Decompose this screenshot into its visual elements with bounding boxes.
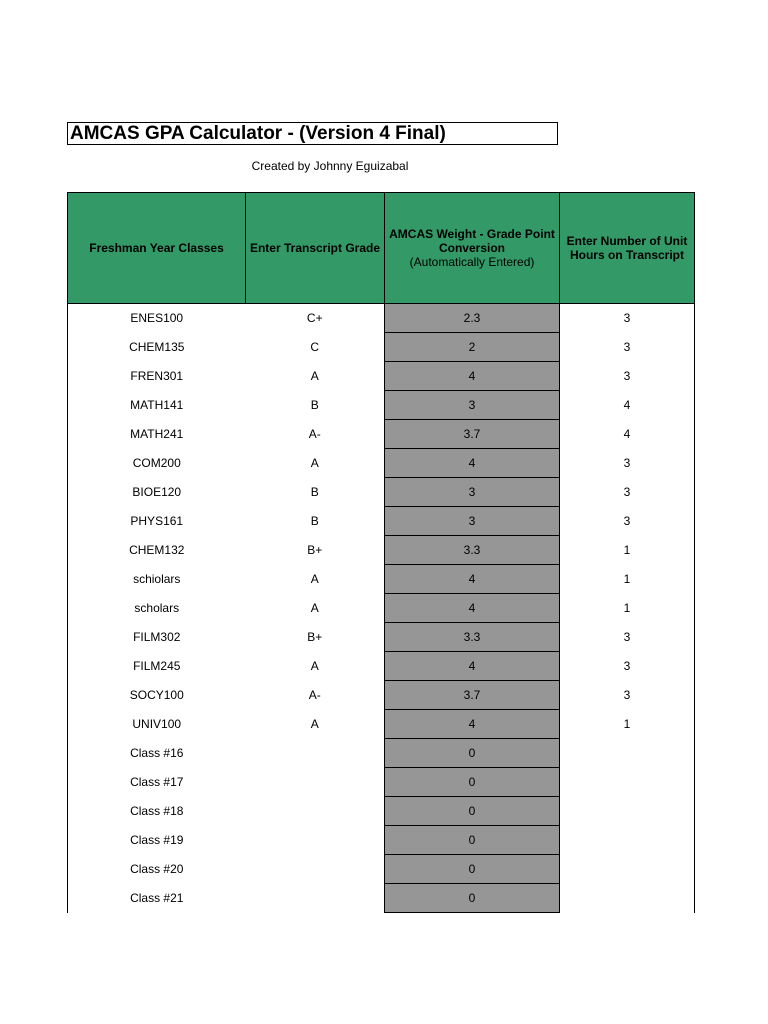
grade-cell[interactable]: A [310, 659, 319, 673]
class-name-cell[interactable]: MATH141 [68, 391, 246, 420]
class-name-cell[interactable]: UNIV100 [68, 710, 246, 739]
class-name-cell[interactable]: Class #17 [68, 768, 246, 797]
table-row [68, 594, 695, 623]
grade-cell[interactable]: C+ [306, 311, 323, 326]
class-name-cell[interactable]: BIOE120 [68, 478, 246, 507]
table-row [68, 681, 695, 710]
grade-cell[interactable]: A [310, 369, 319, 383]
class-name-cell[interactable]: COM200 [68, 449, 246, 478]
class-name-cell[interactable]: Class #16 [68, 739, 246, 768]
header-classes: Freshman Year Classes [68, 193, 246, 304]
table-row [68, 420, 695, 449]
hours-cell[interactable] [560, 739, 695, 768]
hours-cell[interactable]: 4 [560, 420, 695, 449]
grade-cell[interactable]: C [310, 340, 320, 354]
table-row [68, 507, 695, 536]
table-body [68, 304, 695, 913]
hours-cell[interactable]: 3 [560, 333, 695, 362]
table-row [68, 536, 695, 565]
table-row [68, 768, 695, 797]
grade-cell[interactable]: B [310, 398, 319, 412]
hours-cell[interactable]: 3 [560, 652, 695, 681]
grade-cell[interactable] [246, 768, 385, 797]
class-name-cell[interactable]: FILM302 [68, 623, 246, 652]
weight-cell: 3.7 [385, 420, 560, 449]
grade-cell[interactable]: A [310, 601, 319, 615]
weight-cell: 4 [385, 449, 560, 478]
table-row [68, 362, 695, 391]
hours-cell[interactable]: 3 [560, 304, 695, 333]
header-weight [385, 193, 560, 304]
hours-cell[interactable]: 3 [560, 478, 695, 507]
grade-cell[interactable]: B+ [307, 630, 323, 644]
gpa-table [67, 192, 695, 913]
table-row [68, 826, 695, 855]
weight-cell: 4 [385, 710, 560, 739]
grade-cell[interactable] [246, 884, 385, 913]
weight-cell: 0 [385, 884, 560, 913]
weight-cell: 3.3 [385, 623, 560, 652]
grade-cell[interactable]: A [310, 717, 319, 731]
grade-cell[interactable]: A [310, 572, 319, 586]
hours-cell[interactable] [560, 855, 695, 884]
weight-cell: 3 [385, 507, 560, 536]
header-weight-sub: (Automatically Entered) [409, 255, 535, 269]
weight-cell: 3.7 [385, 681, 560, 710]
class-name-cell[interactable]: Class #18 [68, 797, 246, 826]
hours-cell[interactable]: 4 [560, 391, 695, 420]
weight-cell: 0 [385, 768, 560, 797]
hours-cell[interactable]: 3 [560, 362, 695, 391]
weight-cell: 0 [385, 797, 560, 826]
grade-cell[interactable] [246, 855, 385, 884]
weight-cell: 2 [385, 333, 560, 362]
grade-cell[interactable]: B [310, 514, 319, 528]
hours-cell[interactable]: 1 [560, 565, 695, 594]
class-name-cell[interactable]: PHYS161 [68, 507, 246, 536]
weight-cell: 3 [385, 478, 560, 507]
header-hours: Enter Number of Unit Hours on Transcript [560, 193, 695, 304]
hours-cell[interactable]: 1 [560, 536, 695, 565]
grade-cell[interactable]: A- [308, 688, 321, 702]
table-row [68, 391, 695, 420]
class-name-cell[interactable]: Class #21 [68, 884, 246, 913]
weight-cell: 3.3 [385, 536, 560, 565]
hours-cell[interactable] [560, 826, 695, 855]
class-name-cell[interactable]: ENES100 [68, 304, 246, 333]
hours-cell[interactable]: 3 [560, 507, 695, 536]
grade-cell[interactable] [246, 739, 385, 768]
table-row [68, 449, 695, 478]
header-weight-main: AMCAS Weight - Grade Point Conversion [389, 227, 555, 255]
page-title: AMCAS GPA Calculator - (Version 4 Final) [67, 122, 558, 145]
weight-cell: 2.3 [385, 304, 560, 333]
grade-cell[interactable]: B [310, 485, 319, 499]
table-row [68, 333, 695, 362]
hours-cell[interactable]: 3 [560, 681, 695, 710]
class-name-cell[interactable]: Class #20 [68, 855, 246, 884]
table-row [68, 623, 695, 652]
class-name-cell[interactable]: scholars [68, 594, 246, 623]
hours-cell[interactable]: 3 [560, 449, 695, 478]
hours-cell[interactable] [560, 797, 695, 826]
header-grade: Enter Transcript Grade [246, 193, 385, 304]
table-row [68, 855, 695, 884]
class-name-cell[interactable]: FILM245 [68, 652, 246, 681]
table-row [68, 884, 695, 913]
table-row [68, 797, 695, 826]
hours-cell[interactable]: 1 [560, 710, 695, 739]
grade-cell[interactable] [246, 826, 385, 855]
class-name-cell[interactable]: CHEM132 [68, 536, 246, 565]
hours-cell[interactable]: 3 [560, 623, 695, 652]
hours-cell[interactable]: 1 [560, 594, 695, 623]
table-row [68, 710, 695, 739]
weight-cell: 3 [385, 391, 560, 420]
grade-cell[interactable]: A [310, 456, 319, 470]
grade-cell[interactable]: A- [308, 427, 321, 441]
table-row [68, 478, 695, 507]
grade-cell[interactable] [246, 797, 385, 826]
table-row [68, 739, 695, 768]
weight-cell: 4 [385, 362, 560, 391]
table-row [68, 652, 695, 681]
hours-cell[interactable] [560, 884, 695, 913]
author-credit: Created by Johnny Eguizabal [251, 159, 409, 173]
weight-cell: 4 [385, 652, 560, 681]
grade-cell[interactable]: B+ [307, 543, 323, 557]
class-name-cell[interactable]: Class #19 [68, 826, 246, 855]
table-row [68, 565, 695, 594]
weight-cell: 0 [385, 739, 560, 768]
class-name-cell[interactable]: MATH241 [68, 420, 246, 449]
weight-cell: 0 [385, 855, 560, 884]
table-row [68, 304, 695, 333]
class-name-cell[interactable]: FREN301 [68, 362, 246, 391]
class-name-cell[interactable]: SOCY100 [68, 681, 246, 710]
weight-cell: 4 [385, 594, 560, 623]
class-name-cell[interactable]: CHEM135 [68, 333, 246, 362]
weight-cell: 4 [385, 565, 560, 594]
hours-cell[interactable] [560, 768, 695, 797]
header-row [68, 193, 695, 304]
weight-cell: 0 [385, 826, 560, 855]
class-name-cell[interactable]: schiolars [68, 565, 246, 594]
